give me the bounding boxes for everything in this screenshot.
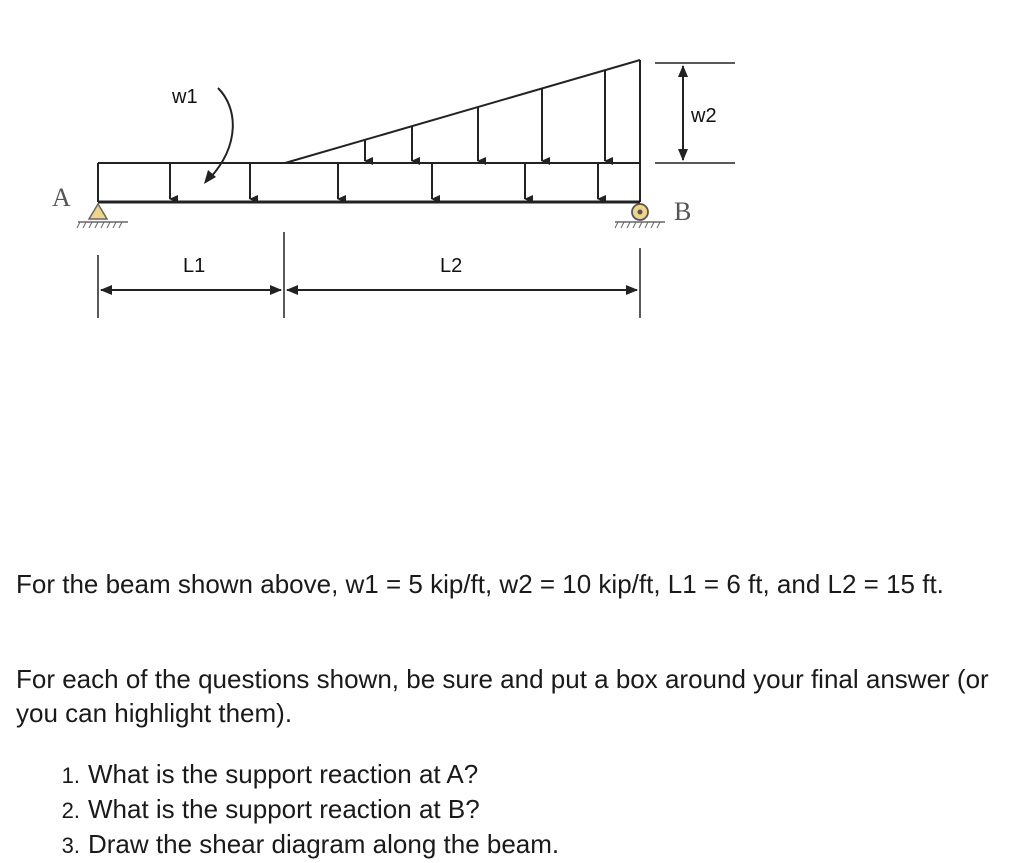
roller-support-b: [615, 204, 665, 228]
problem-statement: For the beam shown above, w1 = 5 kip/ft, w2 = 10 kip/ft, L1 = 6 ft, and L2 = 15 ft.: [16, 569, 944, 599]
w1-label: w1: [172, 86, 198, 108]
span-dimensions: [98, 232, 640, 318]
question-number: 1.: [61, 763, 80, 788]
triangular-load-w2: [285, 60, 640, 163]
question-item: [0, 792, 559, 827]
support-a-label: A: [52, 183, 71, 212]
question-text: What is the support reaction at B?: [88, 794, 480, 824]
pin-support-a: [77, 204, 128, 228]
l2-label: L2: [440, 255, 463, 277]
question-text: Draw the shear diagram along the beam.: [88, 829, 560, 859]
support-b-label: B: [674, 197, 692, 226]
question-number: 2.: [61, 798, 80, 823]
uniform-load-w1: [98, 60, 640, 202]
w2-label: w2: [691, 105, 717, 127]
l1-label: L1: [183, 255, 206, 277]
question-number: 3.: [61, 833, 80, 858]
beam-diagram: [0, 0, 1024, 340]
question-item: [0, 827, 559, 862]
instructions: For each of the questions shown, be sure and put a box around your final answer (or you can highlight them).: [16, 664, 989, 728]
question-text: What is the support reaction at A?: [88, 759, 479, 789]
w1-pointer-arrow: [210, 88, 233, 178]
question-list: [0, 757, 559, 862]
question-item: [0, 757, 559, 792]
